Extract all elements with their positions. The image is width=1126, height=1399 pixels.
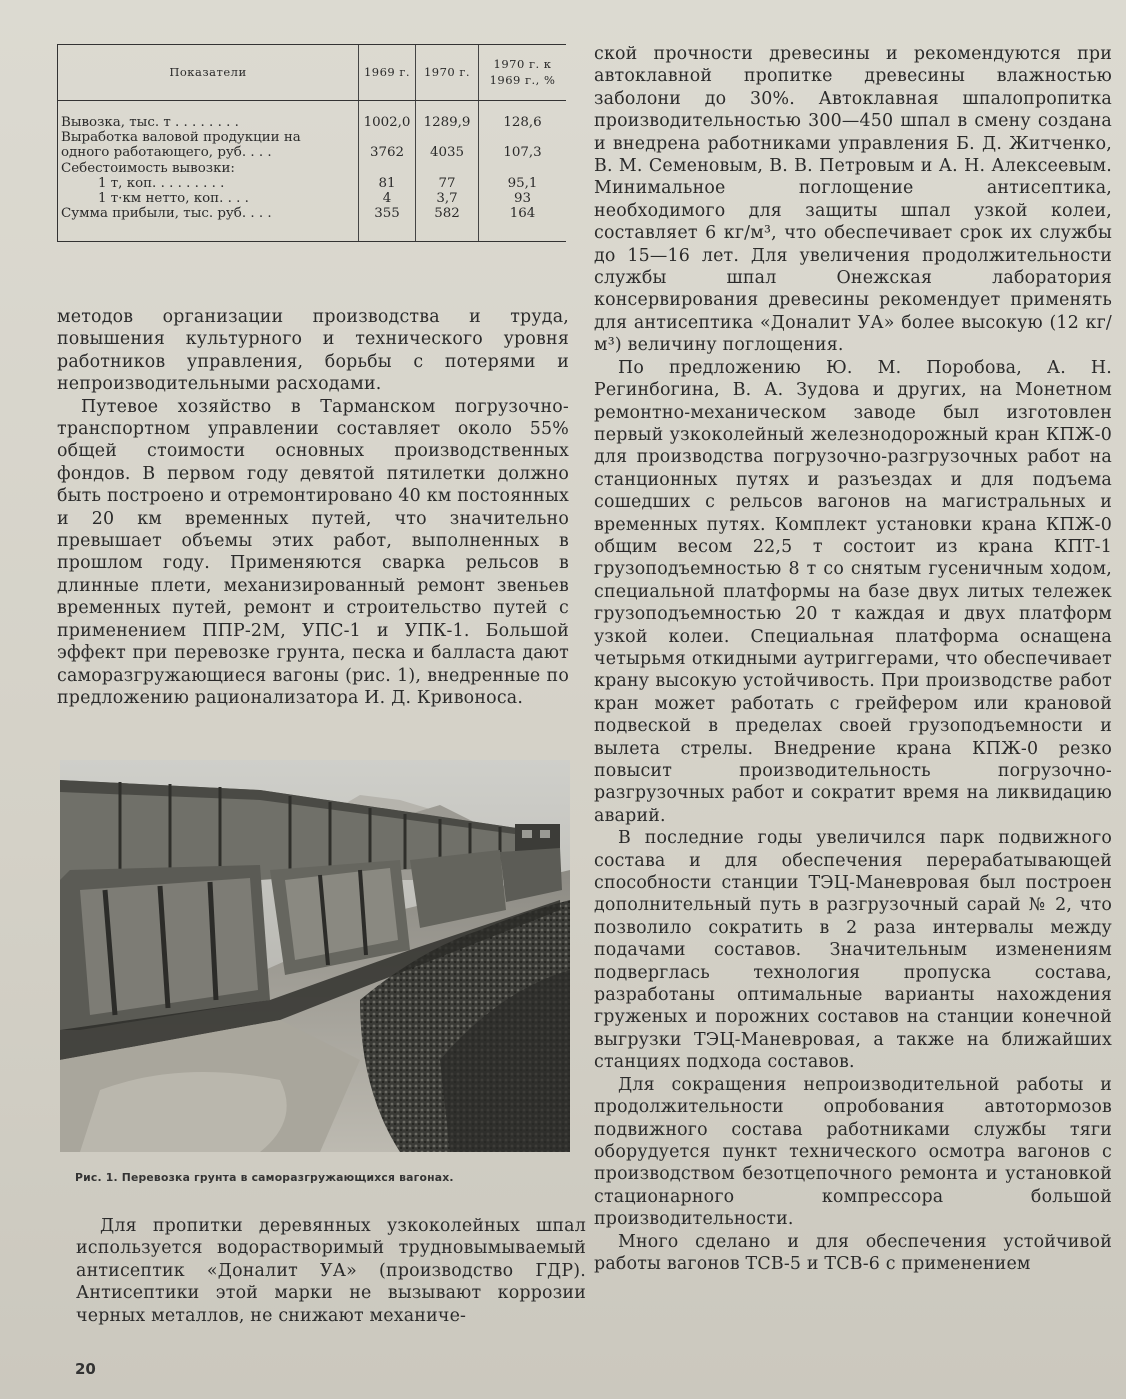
figure-caption: Рис. 1. Перевозка грунта в саморазгружающихся вагонах.: [75, 1171, 454, 1184]
table-row: [58, 191, 566, 206]
paragraph: Путевое хозяйство в Тарманском погрузочно-транспортном управлении составляет около 55% общей стоимости основных производственных фондов. В первом году девятой пятилетки должно быть построено и отремонтировано 40 км постоянных и 20 км временных путей, что значительно превышает объемы этих работ, выполненных в прошлом году. Применяются сварка рельсов в длинные плети, механизированный ремонт звеньев временных путей, ремонт и строительство путей с применением ППР-2М, УПС-1 и УПК-1. Большой эффект при перевозке грунта, песка и балласта дают саморазгружающиеся вагоны (рис. 1), внедренные по предложению рационализатора И. Д. Кривоноса.: [57, 396, 569, 708]
row-label: Сумма прибыли, тыс. руб. . . .: [58, 206, 359, 241]
value-1970: 3,7: [416, 191, 479, 206]
table-row: [58, 176, 566, 191]
value-1970: 4035: [416, 145, 479, 160]
table-header-row: [58, 45, 566, 101]
column-header: 1970 г. к 1969 г., %: [479, 45, 567, 101]
value-1970: [416, 161, 479, 176]
page-number: 20: [75, 1360, 96, 1378]
statistics-table: [57, 44, 566, 242]
value-1970: 1289,9: [416, 101, 479, 131]
table-row: [58, 101, 566, 131]
value-1969: 3762: [359, 145, 416, 160]
value-1969: [359, 161, 416, 176]
row-label: Себестоимость вывозки:: [58, 161, 359, 176]
row-label: Выработка валовой продукции на: [58, 130, 359, 145]
value-1969: 81: [359, 176, 416, 191]
table-row: [58, 130, 566, 145]
row-label: одного работающего, руб. . . .: [58, 145, 359, 160]
value-1969: 4: [359, 191, 416, 206]
value-1970: [416, 130, 479, 145]
table-row: [58, 206, 566, 241]
table-row: [58, 145, 566, 160]
row-label: 1 т·км нетто, коп. . . .: [58, 191, 359, 206]
value-1969: 355: [359, 206, 416, 241]
paragraph: По предложению Ю. М. Поробова, А. Н. Регинбогина, В. А. Зудова и других, на Монетном ремонтно-механическом заводе был изготовлен первый узкоколейный железнодорожный кран КПЖ-0 для производства погрузочно-разгрузочных работ на станционных путях и разъездах и для подъема сошедших с рельсов вагонов на магистральных и временных путях. Комплект установки крана КПЖ-0 общим весом 22,5 т состоит из крана КПТ-1 грузоподъемностью 8 т со снятым гусеничным ходом, специальной платформы на базе двух литых тележек грузоподъемностью 20 т каждая и двух платформ узкой колеи. Специальная платформа оснащена четырьмя откидными аутриггерами, что обеспечивает крану высокую устойчивость. При производстве работ кран может работать с грейфером или крановой подвеской в пределах своей грузоподъемности и вылета стрелы. Внедрение крана КПЖ-0 резко повысит производительность погрузочно-разгрузочных работ и сократит время на ликвидацию аварий.: [594, 357, 1112, 826]
paragraph: методов организации производства и труда, повышения культурного и технического уровня работников управления, борьбы с потерями и непроизводительными расходами.: [57, 307, 569, 395]
figure-photo: [60, 760, 570, 1152]
row-label: Вывозка, тыс. т . . . . . . . .: [58, 101, 359, 131]
value-percent: [479, 161, 567, 176]
value-1969: [359, 130, 416, 145]
value-percent: 164: [509, 206, 536, 222]
column-header: 1969 г.: [359, 45, 416, 101]
paragraph: Для сокращения непроизводительной работы и продолжительности опробования автотормозов подвижного состава работниками службы тяги оборудуется пункт технического осмотра вагонов с производством безотцепочного ремонта и установкой стационарного компрессора большой производительности.: [594, 1074, 1112, 1230]
value-percent: 107,3: [503, 145, 542, 161]
row-label: 1 т, коп. . . . . . . . .: [58, 176, 359, 191]
table-body: [58, 101, 566, 242]
value-percent: [479, 130, 567, 145]
table-row: [58, 161, 566, 176]
value-1970: 582: [416, 206, 479, 241]
column-header: Показатели: [58, 45, 359, 101]
paragraph: Для пропитки деревянных узкоколейных шпал используется водорастворимый трудновымываемый антисептик «Доналит УА» (производство ГДР). Антисептики этой марки не вызывают коррозии черных металлов, не снижают механиче-: [76, 1216, 586, 1326]
paragraph: Много сделано и для обеспечения устойчивой работы вагонов ТСВ-5 и ТСВ-6 с применением: [594, 1231, 1112, 1274]
photo-dump-wagons: [60, 760, 570, 1152]
value-1970: 77: [416, 176, 479, 191]
left-column-bottom: [76, 1215, 586, 1327]
column-header: 1970 г.: [416, 45, 479, 101]
value-percent: 93: [513, 191, 532, 207]
left-column-top: [57, 306, 569, 709]
paragraph: В последние годы увеличился парк подвижного состава и для обеспечения перерабатывающей способности станции ТЭЦ-Маневровая был построен дополнительный путь в разгрузочный сарай № 2, что позволило сократить в 2 раза интервалы между подачами составов. Значительным изменениям подверглась технология пропуска состава, разработаны оптимальные варианты нахождения груженых и порожних составов на станции конечной выгрузки ТЭЦ-Маневровая, а также на ближайших станциях подхода составов.: [594, 828, 1112, 1073]
right-column: [594, 43, 1112, 1275]
value-percent: 128,6: [503, 115, 542, 130]
paragraph: ской прочности древесины и рекомендуются при автоклавной пропитке древесины влажностью заболони до 30%. Автоклавная шпалопропитка производительностью 300—450 шпал в смену создана и внедрена работниками управления Б. Д. Житченко, В. М. Семеновым, В. В. Петровым и А. Н. Алексеевым. Минимальное поглощение антисептика, необходимого для защиты шпал узкой колеи, составляет 6 кг/м³, что обеспечивает срок их службы до 15—16 лет. Для увеличения продолжительности службы шпал Онежская лаборатория консервирования древесины рекомендует применять для антисептика «Доналит УА» более высокую (12 кг/м³) величину поглощения.: [594, 44, 1112, 356]
value-1969: 1002,0: [359, 101, 416, 131]
value-percent: 95,1: [507, 175, 538, 191]
